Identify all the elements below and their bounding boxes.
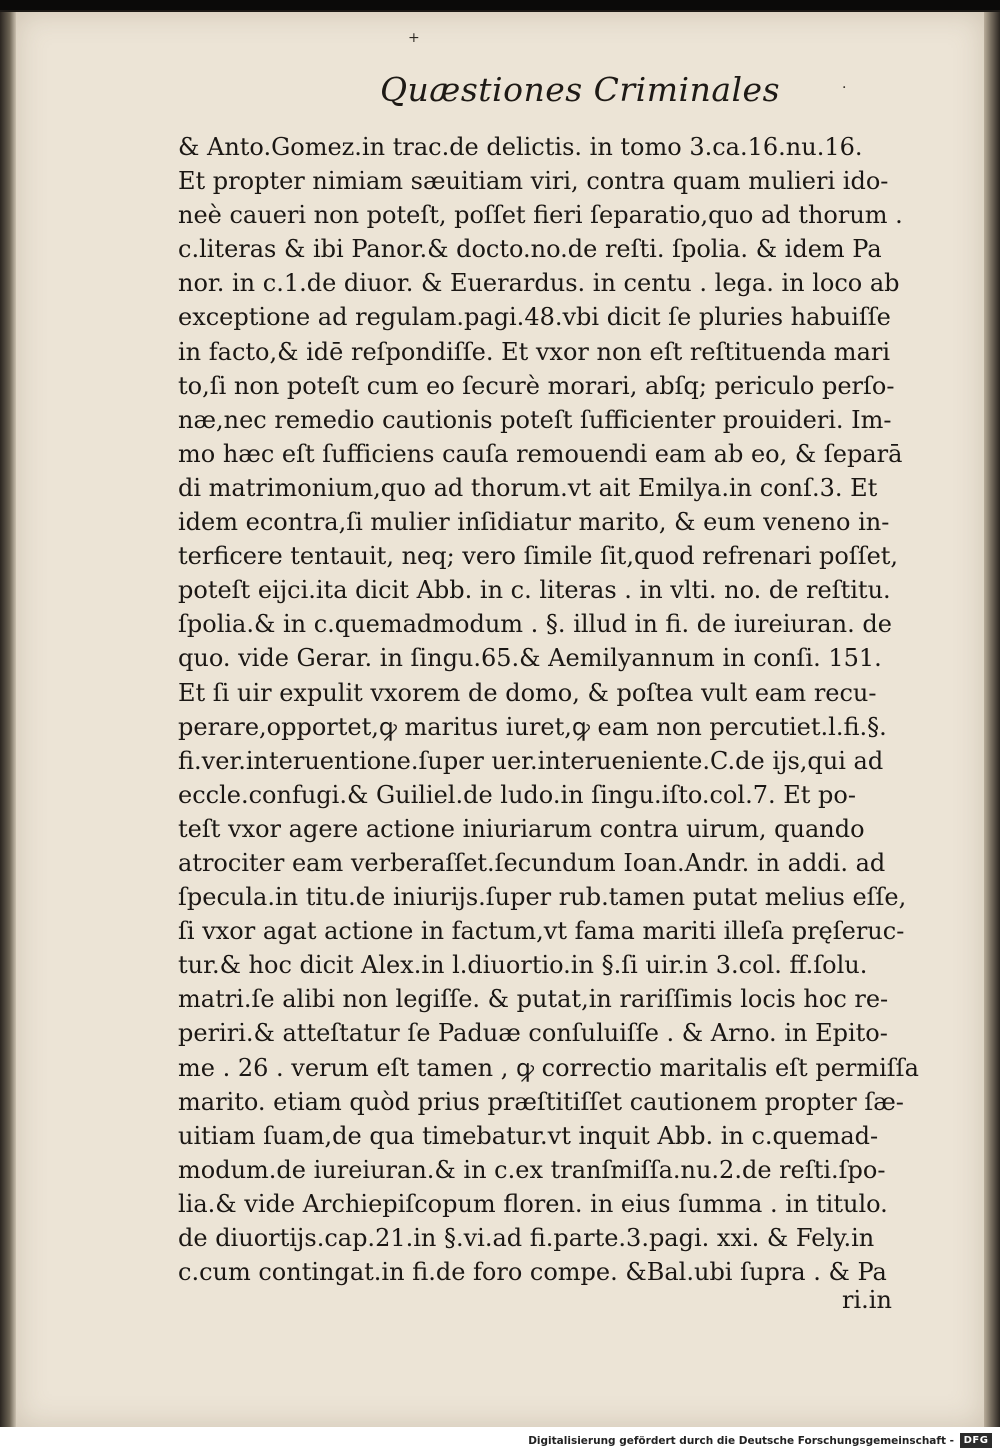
text-line: marito. etiam quòd prius præſtitiſſet cautionem propter ſæ- (178, 1087, 904, 1116)
text-line: næ,nec remedio cautionis poteſt ſufficienter prouideri. Im- (178, 405, 892, 434)
text-line: & Anto.Gomez.in trac.de delictis. in tomo 3.ca.16.nu.16. (178, 133, 863, 161)
scan-right-edge (984, 12, 1000, 1427)
text-line: uitiam ſuam,de qua timebatur.vt inquit Abb. in c.quemad- (178, 1121, 879, 1150)
body-text (178, 130, 958, 1289)
text-line: neè caueri non poteſt, poſſet fieri ſeparatio,quo ad thorum . (178, 201, 903, 230)
text-line: to,ſi non poteſt cum eo ſecurè morari, abſq; periculo perſo- (178, 371, 895, 400)
text-line: di matrimonium,quo ad thorum.vt ait Emilya.in conſ.3. Et (178, 473, 878, 502)
text-line: c.literas & ibi Panor.& docto.no.de reſti. ſpolia. & idem Pa (178, 235, 882, 264)
text-line: me . 26 . verum eſt tamen , ꝙ correctio maritalis eſt permiſſa (178, 1053, 919, 1082)
text-line: modum.de iureiuran.& in c.ex tranſmiſſa.nu.2.de reſti.ſpo- (178, 1155, 886, 1184)
catchword: ri.in (842, 1286, 892, 1314)
funding-credit: Digitalisierung gefördert durch die Deutsche Forschungsgemeinschaft - (528, 1435, 954, 1447)
text-line: atrociter eam verberaſſet.ſecundum Ioan.Andr. in addi. ad (178, 848, 886, 877)
text-line: teſt vxor agere actione iniuriarum contra uirum, quando (178, 814, 865, 843)
text-line: perare,opportet,ꝙ maritus iuret,ꝙ eam non percutiet.l.fi.§. (178, 712, 887, 741)
text-line: exceptione ad regulam.pagi.48.vbi dicit ſe pluries habuiſſe (178, 303, 891, 332)
page-mark: + (408, 30, 420, 46)
header-dot: · (842, 80, 847, 96)
text-line: mo hæc eſt ſufficiens cauſa remouendi eam ab eo, & ſeparā (178, 439, 903, 468)
text-line: in facto,& idē reſpondiſſe. Et vxor non eſt reſtituenda mari (178, 337, 891, 366)
text-line: fi.ver.interuentione.ſuper uer.interueniente.C.de ijs,qui ad (178, 746, 884, 775)
text-line: lia.& vide Archiepiſcopum floren. in eius ſumma . in titulo. (178, 1189, 888, 1218)
text-line: quo. vide Gerar. in ſingu.65.& Aemilyannum in conſi. 151. (178, 644, 882, 673)
text-line: de diuortijs.cap.21.in §.vi.ad fi.parte.3.pagi. xxi. & Fely.in (178, 1224, 875, 1252)
text-line: terficere tentauit, neq; vero ſimile ſit,quod refrenari poſſet, (178, 542, 899, 571)
text-line: tur.& hoc dicit Alex.in l.diuortio.in §.ſi uir.in 3.col. ff.ſolu. (178, 951, 868, 980)
text-line: nor. in c.1.de diuor. & Euerardus. in centu . lega. in loco ab (178, 269, 900, 298)
dfg-logo: DFG (960, 1433, 992, 1448)
text-line: Et ſi uir expulit vxorem de domo, & poſtea vult eam recu- (178, 678, 877, 707)
text-line: ſpolia.& in c.quemadmodum . §. illud in fi. de iureiuran. de (178, 610, 892, 639)
text-line: c.cum contingat.in fi.de foro compe. &Bal.ubi ſupra . & Pa (178, 1258, 887, 1287)
text-line: ſi vxor agat actione in factum,vt fama mariti illeſa pręſeruc- (178, 917, 905, 946)
text-line: poteſt eijci.ita dicit Abb. in c. literas . in vlti. no. de reſtitu. (178, 576, 891, 605)
text-line: idem econtra,ſi mulier inſidiatur marito, & eum veneno in- (178, 508, 890, 537)
running-header-title: Quæstiones Criminales (380, 70, 781, 109)
text-line: eccle.confugi.& Guiliel.de ludo.in ſingu.iſto.col.7. Et po- (178, 780, 856, 809)
scan-left-edge (0, 12, 16, 1427)
scan-top-edge (0, 0, 1000, 10)
text-line: Et propter nimiam sæuitiam viri, contra quam mulieri ido- (178, 167, 889, 196)
text-line: matri.ſe alibi non legiſſe. & putat,in rariſſimis locis hoc re- (178, 985, 889, 1014)
text-line: ſpecula.in titu.de iniurijs.ſuper rub.tamen putat melius eſſe, (178, 883, 907, 912)
text-line: periri.& atteſtatur ſe Paduæ conſuluiſſe . & Arno. in Epito- (178, 1019, 888, 1048)
